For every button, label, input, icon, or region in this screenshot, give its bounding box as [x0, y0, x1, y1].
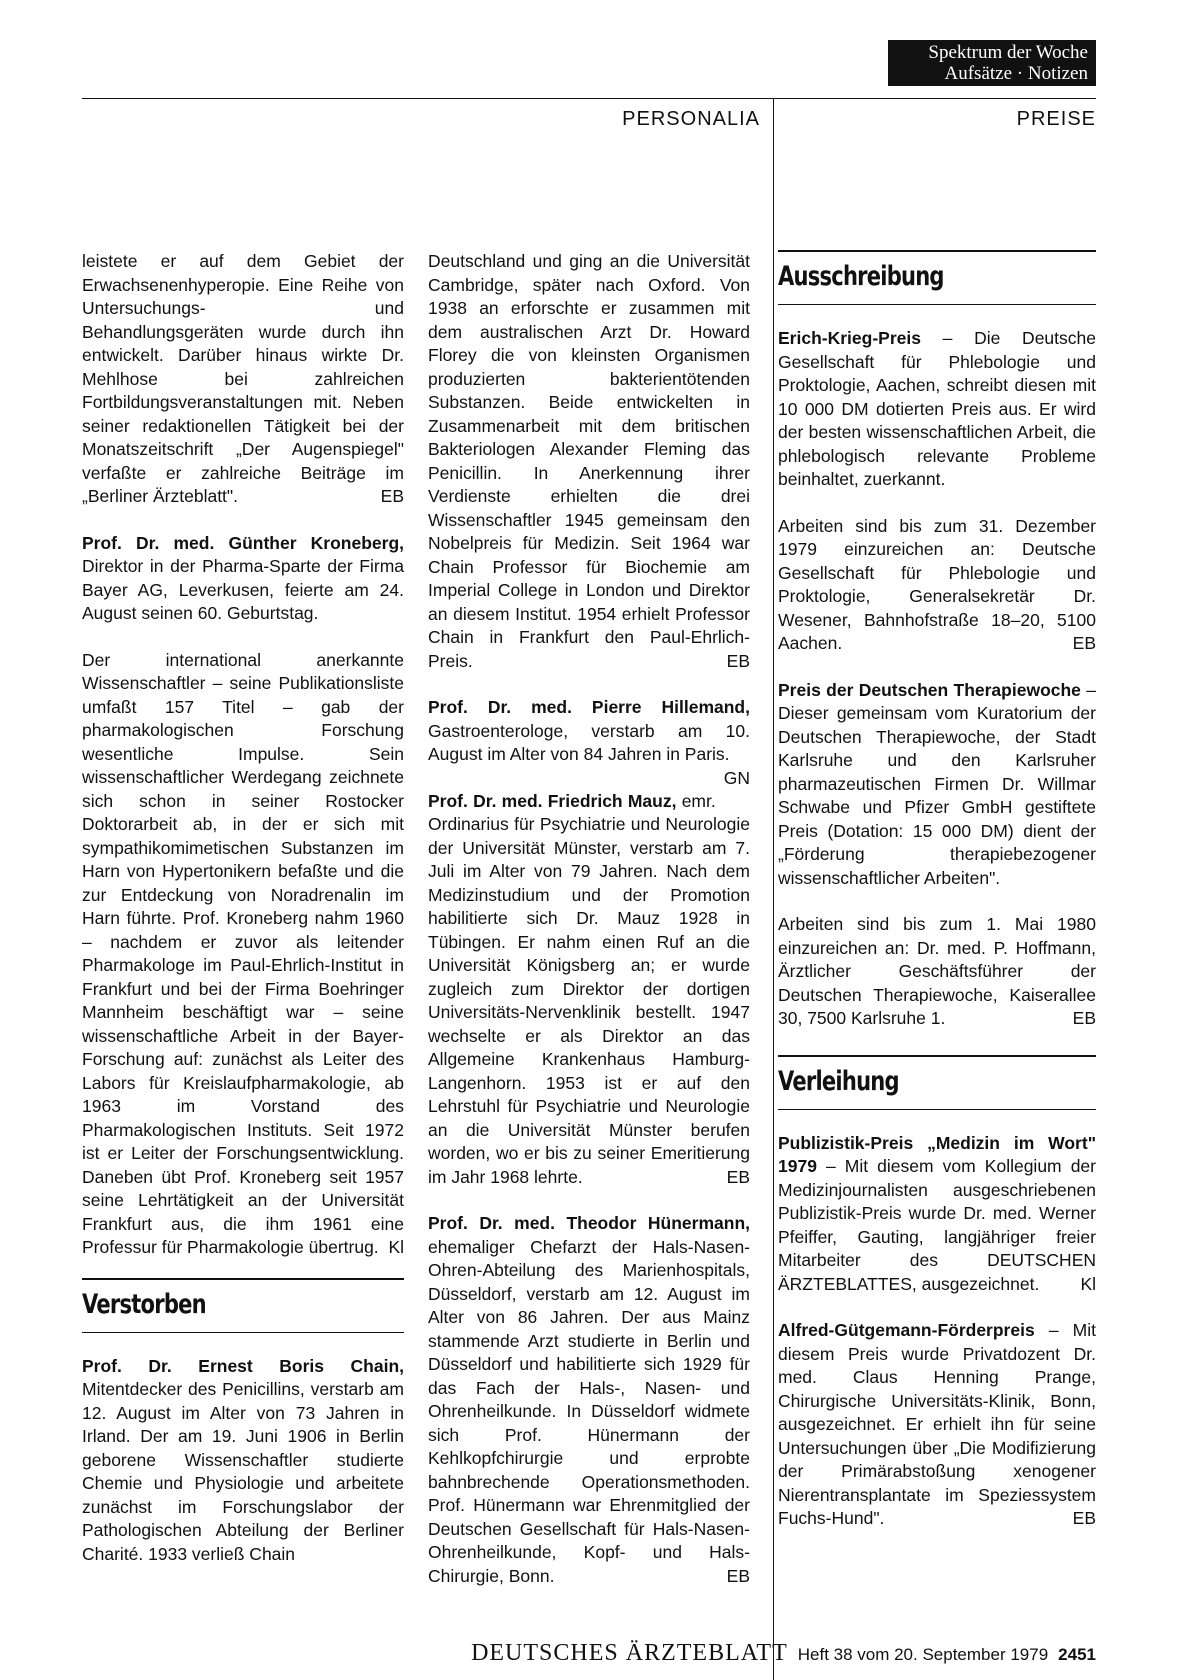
section-tag-box	[888, 40, 1096, 86]
heading-verstorben: Verstorben	[82, 1288, 206, 1320]
paragraph: Prof. Dr. med. Theodor Hünermann, ehemaliger Chefarzt der Hals-Nasen-Ohren-Abteilung des Marienhospitals, Düsseldorf, verstarb am 12. August im Alter von 86 Jahren. Der aus Mainz stammende Arzt studierte in Berlin und Düsseldorf und habilitierte sich 1929 für das Fach der Hals-, Nasen- und Ohrenheilkunde. In Düsseldorf widmete sich Prof. Hünermann der Kehlkopfchirurgie und erprobte bahnbrechende Operationsmethoden. Prof. Hünermann war Ehrenmitglied der Deutschen Gesellschaft für Hals-Nasen-Ohrenheilkunde, Kopf- und Hals-Chirurgie, Bonn. EB	[428, 1212, 750, 1588]
author-sig: EB	[726, 1166, 750, 1187]
paragraph: Deutschland und ging an die Universität Cambridge, später nach Oxford. Von 1938 an erforschte er zusammen mit dem australischen Arzt Dr. Howard Florey die von kleinsten Organismen produzierten bakterientötenden Substanzen. Beide entwickelten in Zusammenarbeit mit dem britischen Bakteriologen Alexander Fleming das Penicillin. In Anerkennung ihrer Verdienste erhielten die drei Wissenschaftler 1945 gemeinsam den Nobelpreis für Medizin. Seit 1964 war Chain Professor für Biochemie am Imperial College in London und Direktor an diesem Institut. 1954 erhielt Professor Chain in Frankfurt den Paul-Ehrlich-Preis. EB	[428, 250, 750, 673]
paragraph: Der international anerkannte Wissenschaftler – seine Publikationsliste umfaßt 157 Titel – gab der pharmakologischen Forschung wesentliche Impulse. Sein wissenschaftlicher Werdegang zeichnete sich schon in seiner Rostocker Doktorarbeit ab, in der er sich mit sympathikomimetischen Substanzen im Harn von Hypertonikern befaßte und die zur Entdeckung von Noradrenalin im Harn führte. Prof. Kroneberg nahm 1960 – nachdem er zuvor als leitender Pharmakologe im Paul-Ehrlich-Institut in Frankfurt und bei der Firma Boehringer Mannheim beschäftigt war – seine wissenschaftliche Arbeit in der Bayer-Forschung auf: zunächst als Leiter des Labors für Kreislaufpharmakologie, ab 1963 im Vorstand des Pharmakologischen Instituts. Seit 1972 ist er Leiter der Forschungsentwicklung. Daneben übt Prof. Kroneberg seit 1957 seine Lehrtätigkeit an der Universität Frankfurt aus, die ihm 1961 eine Professur für Pharmakologie übertrug. Kl	[82, 649, 404, 1260]
paragraph: Arbeiten sind bis zum 31. Dezember 1979 einzureichen an: Deutsche Gesellschaft für Phlebologie und Proktologie, Generalsekretär Dr. Wesener, Bahnhofstraße 18–20, 5100 Aachen. EB	[778, 515, 1096, 656]
author-sig: EB	[1072, 633, 1096, 653]
paragraph: Erich-Krieg-Preis – Die Deutsche Gesellschaft für Phlebologie und Proktologie, Aachen, schreibt diesen mit 10 000 DM dotierten Preis aus. Er wird der besten wissenschaftlichen Arbeit, die phlebologisch relevante Probleme beinhaltet, zuerkannt.	[778, 328, 1096, 489]
prize-name: Preis der Deutschen Therapiewoche	[778, 679, 1081, 700]
person-name: Prof. Dr. med. Theodor Hünermann,	[428, 1213, 750, 1233]
section-label-preise: PREISE	[1016, 108, 1096, 130]
person-name: Prof. Dr. med. Pierre Hillemand,	[428, 697, 750, 717]
author-sig: EB	[380, 486, 404, 506]
heading-block-ausschreibung	[778, 250, 1096, 305]
paragraph: leistete er auf dem Gebiet der Erwachsenenhyperopie. Eine Reihe von Untersuchungs- und Behandlungsgeräten wurde durch ihn entwickelt. Darüber hinaus wirkte Dr. Mehlhose bei zahlreichen Fortbildungsveranstaltungen mit. Neben seiner redaktionellen Tätigkeit bei der Monatszeitschrift „Der Augenspiegel" verfaßte er zahlreiche Beiträge im „Berliner Ärzteblatt". EB	[82, 250, 404, 509]
issue-info: Heft 38 vom 20. September 1979	[797, 1645, 1049, 1664]
author-sig: Kl	[388, 1237, 404, 1257]
paragraph: Preis der Deutschen Therapiewoche – Dieser gemeinsam vom Kuratorium der Deutschen Therapiewoche, der Stadt Karlsruhe und den Karlsruher pharmazeutischen Firmen Dr. Willmar Schwabe und Pfizer GmbH gestiftete Preis (Dotation: 15 000 DM) dient der „Förderung therapiebezogener wissenschaftlicher Arbeiten".	[778, 679, 1096, 888]
column-3	[778, 250, 1096, 1554]
page-footer	[300, 1640, 1096, 1667]
heading-ausschreibung: Ausschreibung	[778, 261, 944, 292]
paragraph: Alfred-Gütgemann-Förderpreis – Mit diesem Preis wurde Privatdozent Dr. med. Claus Henning Prange, Chirurgische Universitäts-Klinik, Bonn, ausgezeichnet. Er erhielt ihn für seine Untersuchungen über „Die Modifizierung der Primärabstoßung xenogener Nierentransplantate im Speziessystem Fuchs-Hund". EB	[778, 1319, 1096, 1531]
author-sig: GN	[723, 767, 750, 788]
person-name: Prof. Dr. Ernest Boris Chain,	[82, 1355, 404, 1376]
section-label-personalia: PERSONALIA	[622, 108, 760, 130]
column-divider	[773, 98, 774, 1680]
heading-block-verstorben	[82, 1278, 404, 1333]
prize-name: Erich-Krieg-Preis	[778, 328, 921, 348]
heading-verleihung: Verleihung	[778, 1065, 899, 1097]
paragraph: Prof. Dr. med. Pierre Hillemand, Gastroenterologe, verstarb am 10. August im Alter von 84 Jahren in Paris. GN	[428, 696, 750, 767]
column-1	[82, 250, 404, 1589]
paragraph: Arbeiten sind bis zum 1. Mai 1980 einzureichen an: Dr. med. P. Hoffmann, Ärztlicher Geschäftsführer der Deutschen Therapiewoche, Kaiserallee 30, 7500 Karlsruhe 1. EB	[778, 913, 1096, 1031]
author-sig: EB	[726, 1565, 750, 1586]
section-tag-line2: Aufsätze · Notizen	[944, 63, 1088, 84]
page-number: 2451	[1058, 1645, 1096, 1664]
author-sig: EB	[1072, 1008, 1096, 1028]
author-sig: EB	[1072, 1508, 1096, 1528]
top-rule	[82, 98, 1096, 99]
person-name: Prof. Dr. med. Friedrich Mauz,	[428, 790, 677, 811]
heading-block-verleihung	[778, 1055, 1096, 1110]
paragraph: Prof. Dr. med. Friedrich Mauz, emr. Ordinarius für Psychiatrie und Neurologie der Universität Münster, verstarb am 7. Juli im Alter von 79 Jahren. Nach dem Medizinstudium und der Promotion habilitierte sich Dr. Mauz 1928 in Tübingen. Er nahm einen Ruf an die Universität Königsberg an; er wurde zugleich zum Direktor der dortigen Universitäts-Nervenklinik bestellt. 1947 wechselte er als Direktor an das Allgemeine Krankenhaus Hamburg-Langenhorn. 1953 ist er auf den Lehrstuhl für Psychiatrie und Neurologie an die Universität Münster berufen worden, wo er bis zu seiner Emeritierung im Jahr 1968 lehrte. EB	[428, 790, 750, 1190]
paragraph: Publizistik-Preis „Medizin im Wort" 1979 – Mit diesem vom Kollegium der Medizinjournalisten ausgeschriebenen Publizistik-Preis wurde Dr. med. Werner Pfeiffer, Gauting, langjähriger freier Mitarbeiter des DEUTSCHEN ÄRZTEBLATTES, ausgezeichnet. Kl	[778, 1132, 1096, 1297]
prize-name: Publizistik-Preis „Medizin im Wort" 1979	[778, 1132, 1096, 1176]
section-tag-line1: Spektrum der Woche	[928, 42, 1088, 63]
author-sig: EB	[726, 650, 750, 671]
paragraph: Prof. Dr. med. Günther Kroneberg, Direktor in der Pharma-Sparte der Firma Bayer AG, Leverkusen, feierte am 24. August seinen 60. Geburtstag.	[82, 532, 404, 623]
column-2	[428, 250, 750, 1611]
prize-name: Alfred-Gütgemann-Förderpreis	[778, 1320, 1035, 1340]
author-sig: Kl	[1080, 1273, 1096, 1294]
paragraph: Prof. Dr. Ernest Boris Chain, Mitentdecker des Penicillins, verstarb am 12. August im Alter von 73 Jahren in Irland. Der am 19. Juni 1906 in Berlin geborene Wissenschaftler studierte Chemie und Physiologie und arbeitete zunächst im Forschungslabor der Pathologischen Abteilung der Berliner Charité. 1933 verließ Chain	[82, 1355, 404, 1564]
journal-name: DEUTSCHES ÄRZTEBLATT	[471, 1640, 788, 1666]
person-name: Prof. Dr. med. Günther Kroneberg,	[82, 532, 404, 553]
